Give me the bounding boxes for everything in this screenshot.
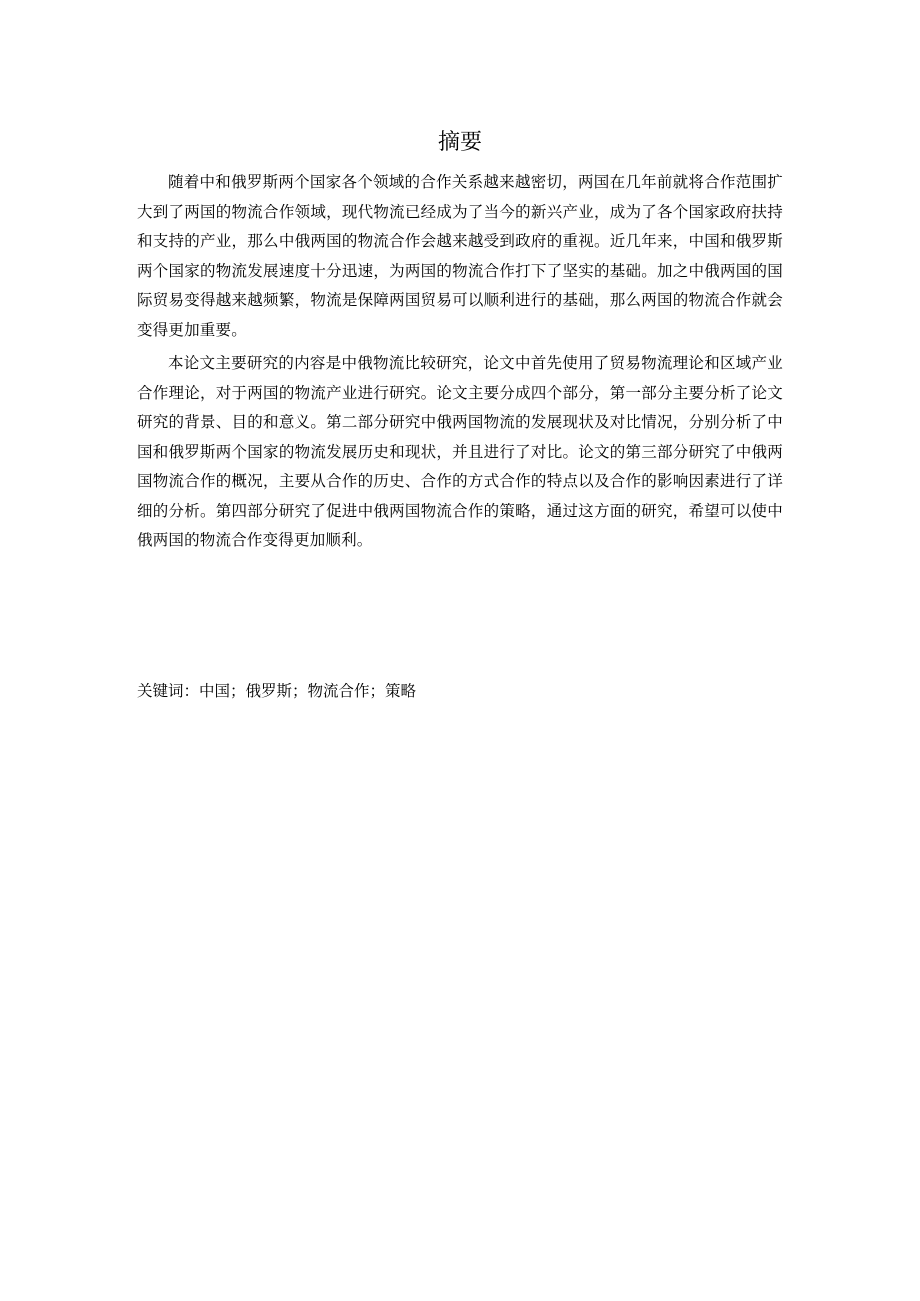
abstract-body — [137, 168, 783, 560]
keywords-line: 关键词：中国；俄罗斯；物流合作；策略 — [137, 682, 417, 700]
abstract-paragraph-1: 随着中和俄罗斯两个国家各个领域的合作关系越来越密切，两国在几年前就将合作范围扩大到了两国的物流合作领域，现代物流已经成为了当今的新兴产业，成为了各个国家政府扶持和支持的产业，那么中俄两国的物流合作会越来越受到政府的重视。近几年来，中国和俄罗斯两个国家的物流发展速度十分迅速，为两国的物流合作打下了坚实的基础。加之中俄两国的国际贸易变得越来越频繁，物流是保障两国贸易可以顺利进行的基础，那么两国的物流合作就会变得更加重要。 — [137, 173, 783, 339]
abstract-paragraph-2: 本论文主要研究的内容是中俄物流比较研究，论文中首先使用了贸易物流理论和区域产业合作理论，对于两国的物流产业进行研究。论文主要分成四个部分，第一部分主要分析了论文研究的背景、目的和意义。第二部分研究中俄两国物流的发展现状及对比情况，分别分析了中国和俄罗斯两个国家的物流发展历史和现状，并且进行了对比。论文的第三部分研究了中俄两国物流合作的概况，主要从合作的历史、合作的方式合作的特点以及合作的影响因素进行了详细的分析。第四部分研究了促进中俄两国物流合作的策略，通过这方面的研究，希望可以使中俄两国的物流合作变得更加顺利。 — [137, 354, 783, 549]
abstract-title: 摘要 — [437, 130, 482, 155]
